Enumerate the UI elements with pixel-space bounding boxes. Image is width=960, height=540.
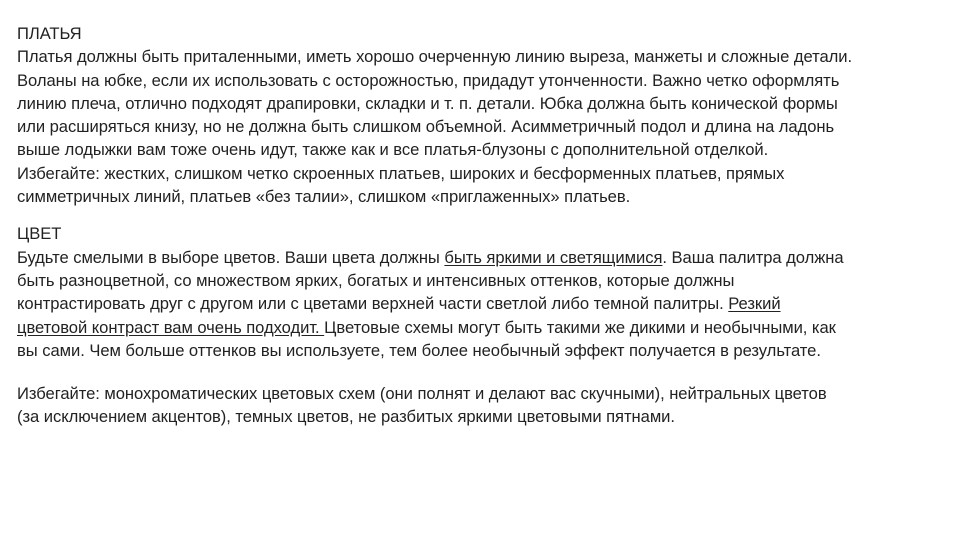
color-line-1 xyxy=(17,246,940,269)
dresses-section xyxy=(17,22,940,208)
bright-colors-link[interactable]: быть яркими и светящимися xyxy=(444,247,663,267)
color-line-1-tail: . Ваша палитра должна xyxy=(662,247,844,267)
dresses-line-5: выше лодыжки вам тоже очень идут, также как и все платья-блузоны с дополнительной отделкой. xyxy=(17,140,769,160)
paragraph-spacer xyxy=(17,362,940,382)
dresses-line-3: линию плеча, отлично подходят драпировки, складки и т. п. детали. Юбка должна быть конической формы xyxy=(17,93,838,113)
dresses-line-2: Воланы на юбке, если их использовать с осторожностью, придадут утонченности. Важно четко оформлять xyxy=(17,70,840,90)
color-line-1-text: Будьте смелыми в выборе цветов. Ваши цвета должны xyxy=(17,247,445,267)
contrast-link-end[interactable]: цветовой контраст вам очень подходит. xyxy=(17,317,325,337)
color-line-5: вы сами. Чем больше оттенков вы используете, тем более необычный эффект получается в результате. xyxy=(17,340,821,360)
dresses-line-4: или расширяться книзу, но не должна быть слишком объемной. Асимметричный подол и длина на ладонь xyxy=(17,117,835,137)
color-line-4-text: Цветовые схемы могут быть такими же дикими и необычными, как xyxy=(324,317,836,337)
dresses-heading: ПЛАТЬЯ xyxy=(17,24,82,43)
color-line-2: быть разноцветной, со множеством ярких, богатых и интенсивных оттенков, которые должны xyxy=(17,270,735,290)
color-line-4 xyxy=(17,316,940,339)
section-spacer xyxy=(17,208,940,222)
color-line-3-text: контрастировать друг с другом или с цветами верхней части светлой либо темной палитры. xyxy=(17,294,729,314)
contrast-link-start[interactable]: Резкий xyxy=(728,294,781,314)
color-avoid-line-2: (за исключением акцентов), темных цветов, не разбитых яркими цветовыми пятнами. xyxy=(17,407,675,427)
dresses-line-1: Платья должны быть приталенными, иметь хорошо очерченную линию выреза, манжеты и сложные детали. xyxy=(17,47,853,67)
color-heading: ЦВЕТ xyxy=(17,224,62,244)
color-line-3 xyxy=(17,292,940,315)
color-avoid-line-1: Избегайте: монохроматических цветовых схем (они полнят и делают вас скучными), нейтральных цветов xyxy=(17,384,827,404)
color-section xyxy=(17,222,940,428)
dresses-avoid-line-1: Избегайте: жестких, слишком четко скроенных платьев, широких и бесформенных платьев, прямых xyxy=(17,163,785,183)
dresses-avoid-line-2: симметричных линий, платьев «без талии», слишком «приглаженных» платьев. xyxy=(17,187,631,207)
